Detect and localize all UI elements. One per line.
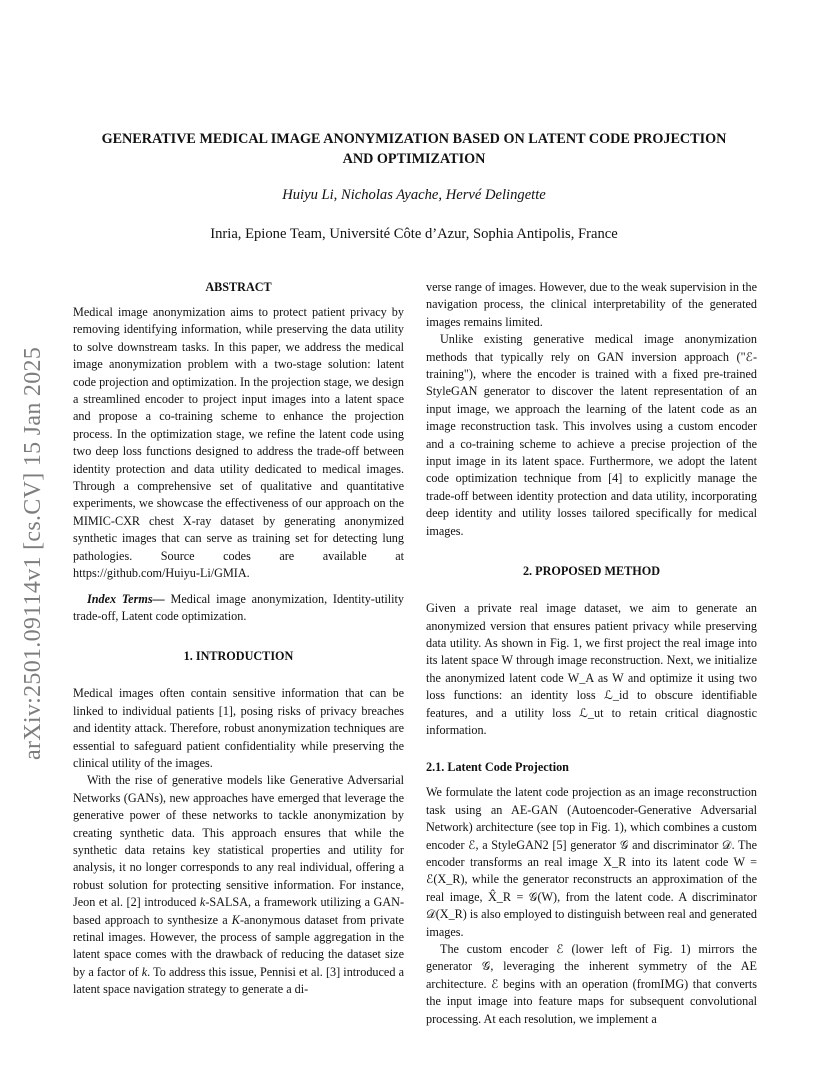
method-paragraph-1: Given a private real image dataset, we aim to generate an anonymized version that ensures patient privacy while preserving data utility. As shown in Fig. 1, we first project the real image into its latent space W through image reconstruction. Next, we initialize the anonymized latent code W_A as W and optimize it using two loss functions: an identity loss ℒ_id to obscure identifiable features, and a utility loss ℒ_ut to retain critical diagnostic information. [426, 601, 757, 737]
intro-p2-text-g: . To address this issue, Pennisi et al. [3] introduced a latent space navigation strategy to generate a di- [73, 964, 404, 997]
intro-p2-math-K: K [231, 912, 240, 927]
intro-paragraph-2 [73, 772, 404, 998]
index-terms-text: Medical image anonymization, Identity-utility trade-off, Latent code optimization. [73, 591, 404, 623]
intro-heading: 1. INTRODUCTION [183, 649, 294, 664]
intro-paragraph-4: Unlike existing generative medical image anonymization methods that typically rely on GAN inversion approach ("ℰ-training"), where the encoder is trained with a fixed pre-trained StyleGAN generator to discover the latent representation of an input image, we approach the learning of the latent code as an image reconstruction task. This involves using a custom encoder and a co-training scheme to achieve a precise projection of the input image in its latent space. Furthermore, we adopt the latent code optimization technique from [4] to explicitly manage the trade-off between identity protection and data utility, incorporating deep identity and utility losses tailored specifically for medical images. [426, 332, 757, 538]
index-terms [73, 591, 404, 626]
intro-paragraph-1: Medical images often contain sensitive information that can be linked to individual patients [1], posing risks of privacy breaches and identity attack. Therefore, robust anonymization techniques are essential to safeguard patient confidentiality while preserving the clinical utility of the images. [73, 686, 404, 770]
index-terms-label: Index Terms— [87, 591, 165, 606]
method-paragraph-2: We formulate the latent code projection as an image reconstruction task using an AE-GAN (Autoencoder-Generative Adversarial Network) architecture (see top in Fig. 1), which combines a custom encoder ℰ, a StyleGAN2 [5] generator 𝒢 and discriminator 𝒟. The encoder transforms an real image X_R into its latent code W = ℰ(X_R), while the generator reconstructs an approximation of the real image, X̂_R = 𝒢(W), from the latent code. A discriminator 𝒟(X_R) is also employed to distinguish between real and generated images. [426, 785, 757, 939]
method-heading: 2. PROPOSED METHOD [522, 564, 661, 579]
paper-title: GENERATIVE MEDICAL IMAGE ANONYMIZATION BASED ON LATENT CODE PROJECTION AND OPTIMIZATION [101, 131, 727, 167]
intro-p2-math-k: k [199, 895, 206, 910]
intro-p2-text-e: -anonymous dataset from private retinal images. However, the process of sample aggregation in the latent space comes with the drawback of reducing the dataset size by a factor of [73, 912, 404, 979]
intro-paragraph-3: verse range of images. However, due to the weak supervision in the navigation process, the clinical interpretability of the generated images remains limited. [426, 280, 757, 329]
method-paragraph-3: The custom encoder ℰ (lower left of Fig. 1) mirrors the generator 𝒢, leveraging the inherent symmetry of the AE architecture. ℰ begins with an operation (fromIMG) that converts the input image into feature maps for subsequent convolutional processing. At each resolution, we implement a [426, 942, 757, 1026]
right-column [426, 279, 757, 1028]
intro-p2-text-c: -SALSA, a framework utilizing a GAN-based approach to synthesize a [73, 895, 404, 927]
subsection-heading: 2.1. Latent Code Projection [426, 760, 569, 775]
left-column [73, 279, 404, 999]
abstract-text: Medical image anonymization aims to protect patient privacy by removing identifying information, while preserving the data utility to solve downstream tasks. In this paper, we address the medical image anonymization problem with a two-stage solution: latent code projection and optimization. In the projection stage, we design a streamlined encoder to project input images into a latent space and propose a co-training scheme to enhance the projection process. In the optimization stage, we refine the latent code using two deep loss functions designed to address the trade-off between identity protection and data utility dedicated to medical images. Through a comprehensive set of qualitative and quantitative experiments, we showcase the effectiveness of our approach on the MIMIC-CXR chest X-ray dataset by generating anonymized synthetic images that can serve as training set for detecting lung pathologies. Source codes are available at https://github.com/Huiyu-Li/GMIA. [73, 305, 404, 581]
arxiv-identifier: arXiv:2501.09114v1 [cs.CV] 15 Jan 2025 [20, 346, 46, 760]
paper-authors: Huiyu Li, Nicholas Ayache, Hervé Delingette [282, 187, 546, 203]
abstract-heading: ABSTRACT [205, 280, 272, 294]
paper-affiliation: Inria, Epione Team, Université Côte d’Azur, Sophia Antipolis, France [210, 226, 618, 242]
intro-p2-math-k2: k [141, 964, 148, 979]
intro-p2-text-a: With the rise of generative models like Generative Adversarial Networks (GANs), new approaches have emerged that leverage the generative power of these networks to tackle anonymization by creating synthetic data. This approach ensures that while the synthetic data retains key statistical properties and utility for analysis, it no longer corresponds to any real individual, offering a robust solution for protecting sensitive information. For instance, Jeon et al. [2] introduced [73, 773, 404, 910]
